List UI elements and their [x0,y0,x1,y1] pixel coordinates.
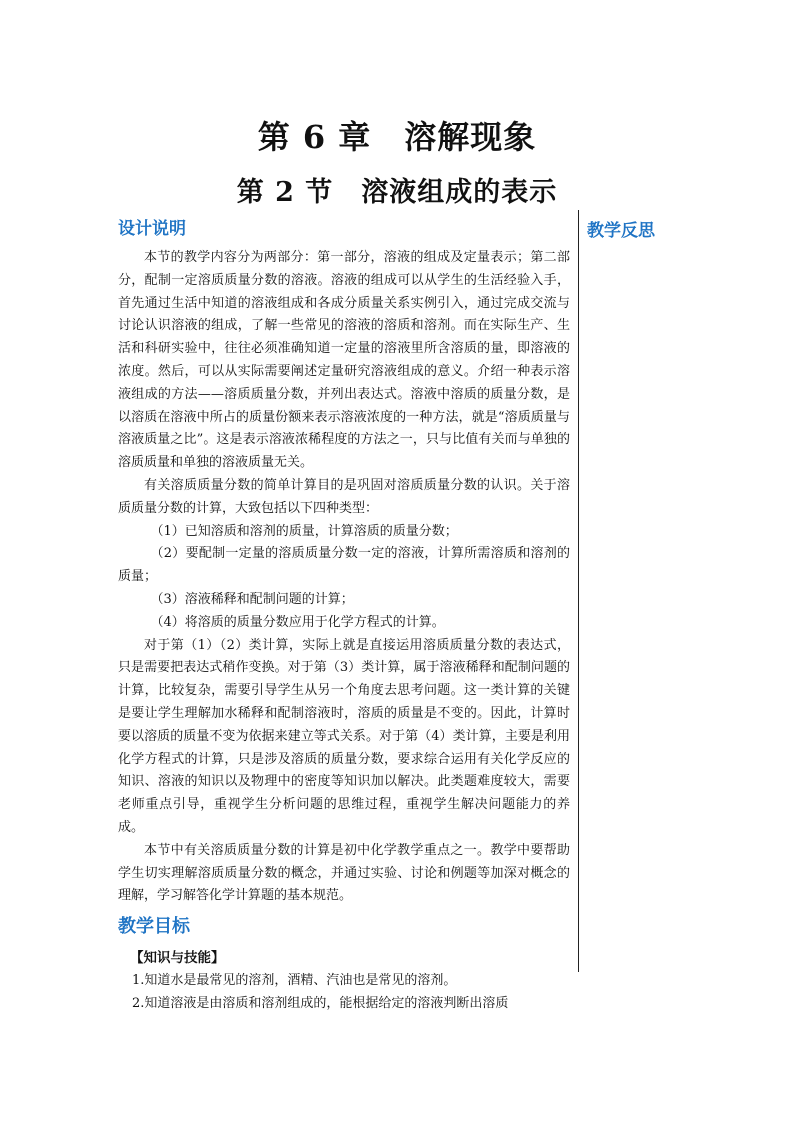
teaching-reflection-heading: 教学反思 [587,221,655,241]
main-column [118,214,570,1011]
calc-type-4: （4）将溶质的质量分数应用于化学方程式的计算。 [150,614,445,630]
design-notes-heading: 设计说明 [118,219,186,239]
calc-type-1: （1）已知溶质和溶剂的质量，计算溶质的质量分数； [150,523,458,539]
design-paragraph-2: 有关溶质质量分数的简单计算目的是巩固对溶质质量分数的认识。关于溶质质量分数的计算，大致包括以下四种类型： [118,477,570,516]
column-divider [578,210,579,972]
teaching-goals-heading: 教学目标 [118,916,190,938]
calc-type-2: （2）要配制一定量的溶质质量分数一定的溶液，计算所需溶质和溶剂的质量； [118,546,570,585]
section-title: 第 2 节 溶液组成的表示 [236,177,558,208]
chapter-title: 第 6 章 溶解现象 [257,118,537,156]
design-paragraph-1: 本节的教学内容分为两部分：第一部分，溶液的组成及定量表示；第二部分，配制一定溶质质量分数的溶液。溶液的组成可以从学生的生活经验入手，首先通过生活中知道的溶液组成和各成分质量关系实例引入，通过完成交流与讨论认识溶液的组成，了解一些常见的溶液的溶质和溶剂。而在实际生产、生活和科研实验中，往往必须准确知道一定量的溶液里所含溶质的量，即溶液的浓度。然后，可以从实际需要阐述定量研究溶液组成的意义。介绍一种表示溶液组成的方法——溶质质量分数，并列出表达式。溶液中溶质的质量分数，是以溶质在溶液中所占的质量份额来表示溶液浓度的一种方法，就是“溶质质量与溶液质量之比”。这是表示溶液浓稀程度的方法之一，只与比值有关而与单独的溶质质量和单独的溶液质量无关。 [118,250,570,471]
goal-item-1: 1.知道水是最常见的溶剂，酒精、汽油也是常见的溶剂。 [132,973,457,989]
knowledge-skills-heading: 【知识与技能】 [130,950,225,967]
design-paragraph-3: 对于第（1）（2）类计算，实际上就是直接运用溶质质量分数的表达式，只是需要把表达式稍作变换。对于第（3）类计算，属于溶液稀释和配制问题的计算，比较复杂，需要引导学生从另一个角度去思考问题。这一类计算的关键是要让学生理解加水稀释和配制溶液时，溶质的质量是不变的。因此，计算时要以溶质的质量不变为依据来建立等式关系。对于第（4）类计算，主要是利用化学方程式的计算，只是涉及溶质的质量分数，要求综合运用有关化学反应的知识、溶液的知识以及物理中的密度等知识加以解决。此类题难度较大，需要老师重点引导，重视学生分析问题的思维过程，重视学生解决问题能力的养成。 [118,637,570,835]
goal-item-2: 2.知道溶液是由溶质和溶剂组成的，能根据给定的溶液判断出溶质 [132,995,509,1011]
calc-type-3: （3）溶液稀释和配制问题的计算； [150,591,354,607]
design-paragraph-4: 本节中有关溶质质量分数的计算是初中化学教学重点之一。教学中要帮助学生切实理解溶质质量分数的概念，并通过实验、讨论和例题等加深对概念的理解，学习解答化学计算题的基本规范。 [118,842,570,904]
